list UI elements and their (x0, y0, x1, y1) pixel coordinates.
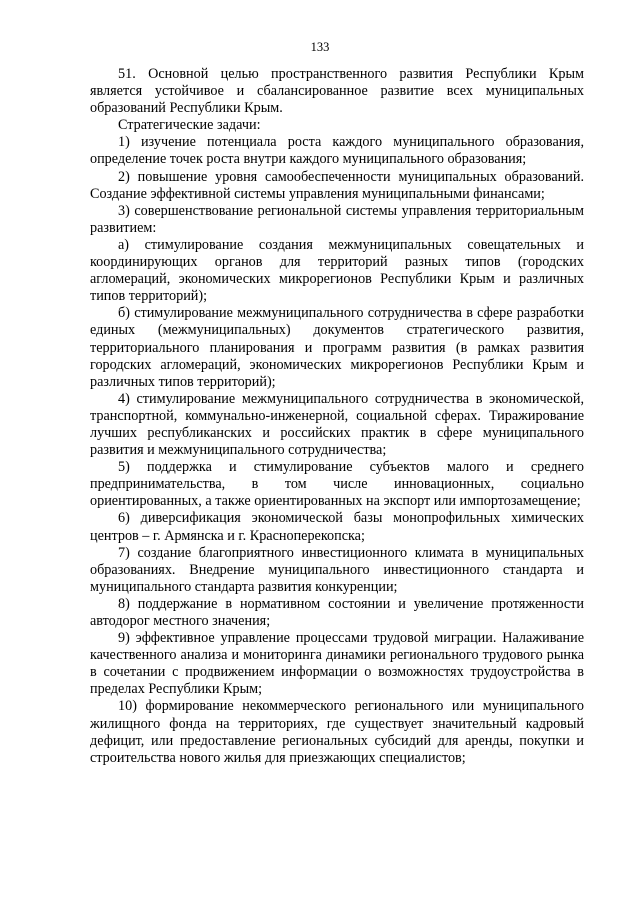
page-number: 133 (310, 40, 330, 54)
paragraph-task-3b: б) стимулирование межмуниципального сотрудничества в сфере разработки единых (межмуниципальных) документов стратегического развития, территориального планирования и программ развития (в рамках развития городских агломераций, экономических микрорегионов Республики Крым и различных типов территорий); (90, 305, 584, 390)
paragraph-task-6: 6) диверсификация экономической базы монопрофильных химических центров – г. Армянска и г. Красноперекопска; (90, 510, 584, 544)
paragraph-tasks-heading: Стратегические задачи: (118, 117, 261, 134)
paragraph-task-3: 3) совершенствование региональной системы управления территориальным развитием: (90, 202, 584, 236)
paragraph-task-1: 1) изучение потенциала роста каждого муниципального образования, определение точек роста внутри каждого муниципального образования; (90, 134, 584, 168)
paragraph-task-3a: а) стимулирование создания межмуниципальных совещательных и координирующих органов для территорий разных типов (городских агломераций, экономических микрорегионов Республики Крым и различных типов территорий); (90, 236, 584, 305)
paragraph-task-5: 5) поддержка и стимулирование субъектов малого и среднего предпринимательства, в том числе инновационных, социально ориентированных, а также ориентированных на экспорт или импортозамещение; (90, 459, 584, 510)
paragraph-task-10: 10) формирование некоммерческого регионального или муниципального жилищного фонда на территориях, где существует значительный кадровый дефицит, или предоставление региональных субсидий для аренды, покупки и строительства нового жилья для приезжающих специалистов; (90, 698, 584, 766)
document-body (90, 66, 584, 767)
paragraph-task-9: 9) эффективное управление процессами трудовой миграции. Налаживание качественного анализа и мониторинга динамики регионального трудового рынка в сочетании с продвижением информации о возможностях трудоустройства в пределах Республики Крым; (90, 630, 584, 698)
paragraph-goal: 51. Основной целью пространственного развития Республики Крым является устойчивое и сбалансированное развитие всех муниципальных образований Республики Крым. (90, 66, 584, 117)
paragraph-task-2: 2) повышение уровня самообеспеченности муниципальных образований. Создание эффективной системы управления муниципальными финансами; (90, 168, 584, 202)
paragraph-task-4: 4) стимулирование межмуниципального сотрудничества в экономической, транспортной, коммунально-инженерной, социальной сферах. Тиражирование лучших республиканских и российских практик в сфере муниципального развития и межмуниципального сотрудничества; (90, 390, 584, 459)
paragraph-task-8: 8) поддержание в нормативном состоянии и увеличение протяженности автодорог местного значения; (90, 595, 584, 629)
paragraph-task-7: 7) создание благоприятного инвестиционного климата в муниципальных образованиях. Внедрение муниципального инвестиционного стандарта и муниципального стандарта развития конкуренции; (90, 544, 584, 595)
